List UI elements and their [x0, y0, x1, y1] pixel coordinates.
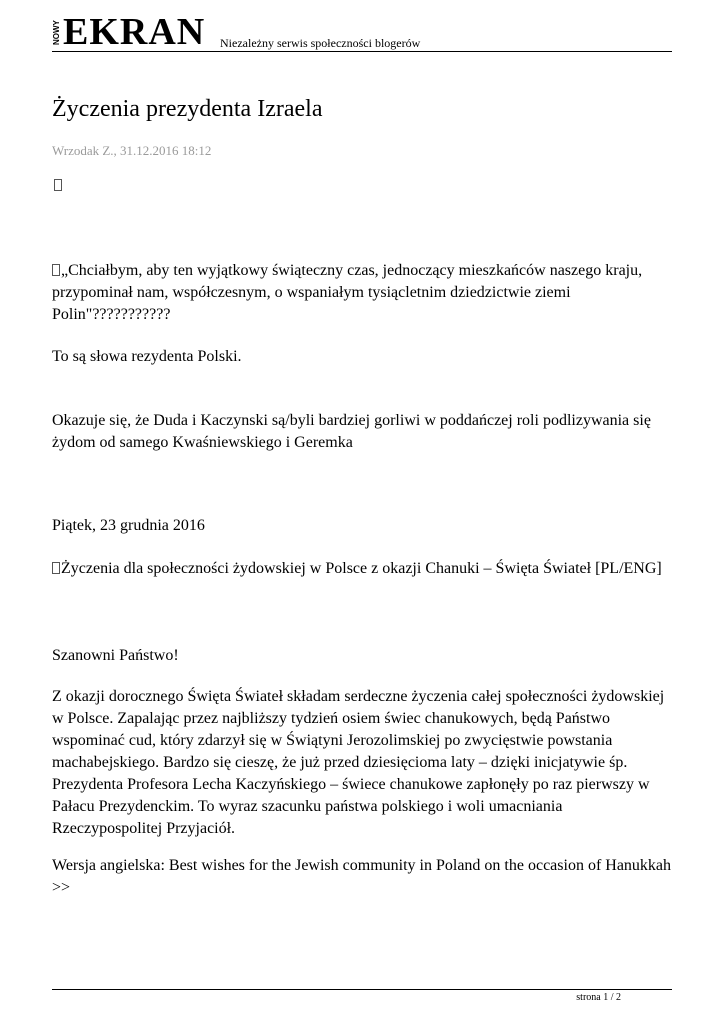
salutation: Szanowni Państwo! — [52, 647, 179, 664]
subheading-paragraph — [52, 558, 672, 580]
article-meta: Wrzodak Z., 31.12.2016 18:12 — [52, 143, 212, 158]
subheading-text: Życzenia dla społeczności żydowskiej w Polsce z okazji Chanuki – Święta Świateł [PL/ENG] — [61, 560, 662, 577]
body-paragraph: To są słowa rezydenta Polski. — [52, 348, 242, 365]
missing-glyph-icon — [52, 264, 60, 276]
footer-divider — [52, 989, 672, 990]
body-paragraph: Okazuje się, że Duda i Kaczynski są/byli bardziej gorliwi w poddańczej roli podlizywania się żydom od samego Kwaśniewskiego i Geremka — [52, 412, 651, 451]
site-tagline: Niezależny serwis społeczności blogerów — [220, 36, 421, 50]
logo-main-text: EKRAN — [63, 11, 206, 53]
page-number: strona 1 / 2 — [576, 992, 621, 1003]
article-title: Życzenia prezydenta Izraela — [52, 96, 323, 122]
missing-glyph-icon — [52, 562, 60, 574]
english-version-link[interactable]: Wersja angielska: Best wishes for the Jewish community in Poland on the occasion of Hanukkah >> — [52, 857, 672, 896]
body-paragraph: Z okazji dorocznego Święta Świateł składam serdeczne życzenia całej społeczności żydowskiej w Polsce. Zapalając przez najbliższy tydzień osiem świec chanukowych, będą Państwo wspominać cud, który zdarzył się w Świątyni Jerozolimskiej po zwycięstwie powstania machabejskiego. Bardzo się cieszę, że już przed dziesięcioma laty – dzięki inicjatywie śp. Prezydenta Profesora Lecha Kaczyńskiego – świece chanukowe zapłonęły po raz pierwszy w Pałacu Prezydenckim. To wyraz szacunku państwa polskiego i woli umacniania Rzeczypospolitej Przyjaciół. — [52, 688, 665, 837]
date-line: Piątek, 23 grudnia 2016 — [52, 517, 205, 534]
quote-text: „Chciałbym, aby ten wyjątkowy świąteczny czas, jednoczący mieszkańców naszego kraju, przypominał nam, współczesnym, o wspaniałym tysiącletnim dziedzictwie ziemi Polin"??????????? — [52, 262, 643, 323]
site-header — [52, 11, 672, 54]
missing-glyph-icon — [54, 179, 62, 191]
quote-paragraph — [52, 260, 672, 326]
logo-small-text: NOWY — [52, 20, 61, 46]
header-divider — [52, 51, 672, 52]
